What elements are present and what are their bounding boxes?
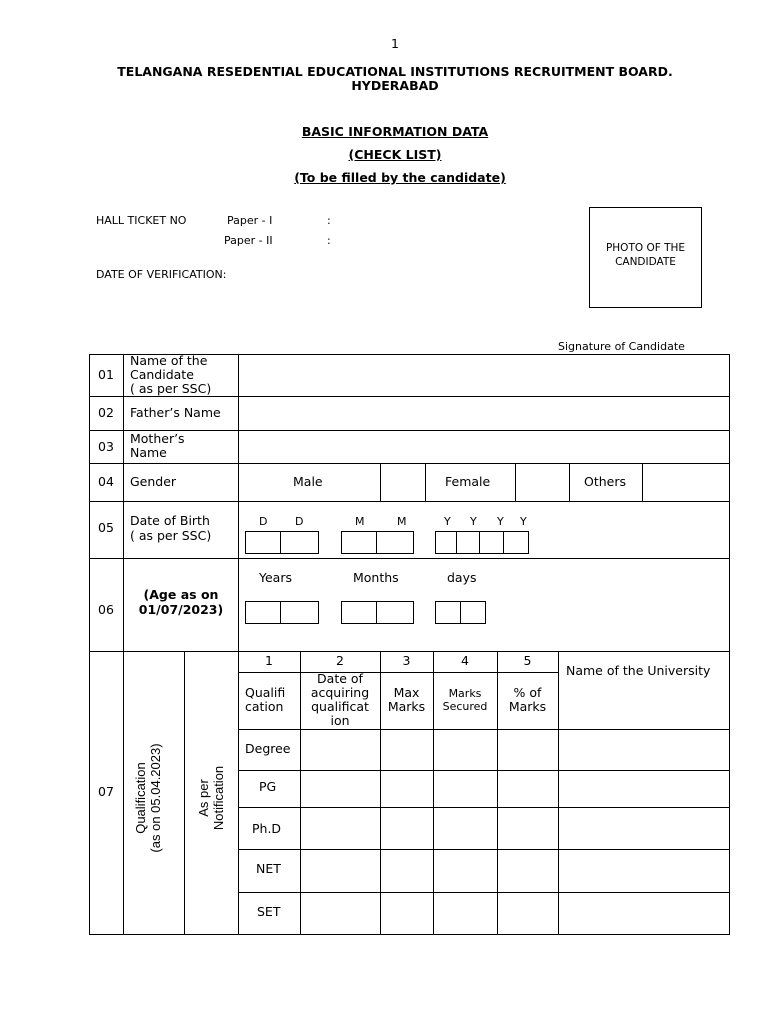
gender-female-box[interactable]	[517, 465, 568, 500]
row-06-label-1: (Age as on	[143, 587, 219, 602]
header-date-1: Date of	[317, 671, 363, 686]
header-secured-1: Marks	[448, 687, 482, 700]
row-03-num: 03	[98, 439, 114, 454]
age-years-box-2[interactable]	[280, 601, 319, 624]
dob-d2: D	[295, 515, 304, 528]
row-03-label-2: Name	[130, 445, 167, 460]
dob-year-box-3[interactable]	[479, 531, 504, 554]
age-months-box-1[interactable]	[341, 601, 377, 624]
dob-year-box-4[interactable]	[503, 531, 529, 554]
col-num-2: 2	[336, 653, 344, 668]
qual-set: SET	[257, 904, 281, 919]
col-num-4: 4	[461, 653, 469, 668]
qual-pg: PG	[259, 779, 277, 794]
net-row-fields[interactable]	[301, 850, 728, 891]
qualification-vertical-line-1: Qualification	[133, 762, 148, 834]
photo-label-1: PHOTO OF THE	[605, 242, 686, 254]
qual-phd: Ph.D	[252, 821, 282, 836]
dob-d1: D	[259, 515, 268, 528]
qualification-vertical-label	[133, 708, 165, 888]
row-06-label-2: 01/07/2023)	[138, 602, 224, 617]
doc-subtitle: (CHECK LIST)	[348, 147, 442, 162]
dob-day-box-2[interactable]	[280, 531, 319, 554]
row-05-num: 05	[98, 520, 114, 535]
row-02-label: Father’s Name	[130, 405, 221, 420]
row-05-label-1: Date of Birth	[130, 513, 210, 528]
row-04-num: 04	[98, 474, 114, 489]
header-date-4: ion	[330, 713, 350, 728]
header-secured-2: Secured	[442, 700, 488, 713]
board-city: HYDERABAD	[351, 78, 439, 93]
gender-others-box[interactable]	[644, 465, 729, 500]
row-07-num: 07	[98, 784, 114, 799]
header-qualification-1: Qualifi	[245, 685, 286, 700]
date-verification-label: DATE OF VERIFICATION:	[96, 268, 227, 281]
header-date-2: acquiring	[310, 685, 370, 700]
row-03-label-1: Mother’s	[130, 431, 185, 446]
paper1-label: Paper - I	[227, 214, 273, 227]
notification-vertical-label	[196, 738, 228, 858]
row-06-num: 06	[98, 602, 114, 617]
dob-month-box-1[interactable]	[341, 531, 377, 554]
qual-net: NET	[256, 861, 281, 876]
board-title: TELANGANA RESEDENTIAL EDUCATIONAL INSTITUTIONS RECRUITMENT BOARD.	[117, 64, 673, 79]
dob-m2: M	[397, 515, 407, 528]
row-04-label: Gender	[130, 474, 177, 489]
candidate-name-field[interactable]	[240, 356, 728, 395]
row-01-label-3: ( as per SSC)	[130, 381, 212, 396]
pg-row-fields[interactable]	[301, 771, 728, 806]
qualification-vertical-line-2: (as on 05.04.2023)	[148, 743, 163, 853]
dob-y2: Y	[470, 515, 477, 528]
doc-instruction: (To be filled by the candidate)	[294, 170, 506, 185]
col-num-5: 5	[523, 653, 532, 668]
doc-title: BASIC INFORMATION DATA	[301, 124, 489, 139]
header-date-3: qualificat	[311, 699, 369, 714]
row-05-label-2: ( as per SSC)	[130, 528, 212, 543]
photo-label-2: CANDIDATE	[615, 256, 676, 268]
dob-day-box-1[interactable]	[245, 531, 281, 554]
hall-ticket-label: HALL TICKET NO	[96, 214, 187, 227]
age-years-label: Years	[259, 570, 292, 585]
age-days-label: days	[447, 570, 477, 585]
gender-others-label: Others	[584, 474, 627, 489]
row-01-label-1: Name of the	[130, 353, 208, 368]
paper2-label: Paper - II	[224, 234, 273, 247]
dob-m1: M	[355, 515, 365, 528]
dob-month-box-2[interactable]	[376, 531, 414, 554]
paper1-colon: :	[327, 214, 331, 227]
phd-row-fields[interactable]	[301, 808, 728, 848]
col-num-3: 3	[402, 653, 411, 668]
qual-degree: Degree	[245, 741, 291, 756]
notification-vertical-line-2: Notification	[211, 765, 226, 831]
age-months-label: Months	[353, 570, 399, 585]
row-01-num: 01	[98, 367, 114, 382]
dob-year-box-2[interactable]	[456, 531, 480, 554]
page-number: 1	[391, 36, 399, 51]
signature-label: Signature of Candidate	[558, 340, 685, 353]
dob-y3: Y	[497, 515, 504, 528]
header-percent-1: % of	[513, 685, 542, 700]
header-percent-2: Marks	[508, 699, 547, 714]
dob-y1: Y	[444, 515, 451, 528]
father-name-field[interactable]	[240, 398, 728, 429]
dob-y4: Y	[520, 515, 527, 528]
row-01-label-2: Candidate	[130, 367, 194, 382]
degree-row-fields[interactable]	[301, 730, 728, 769]
age-days-box-1[interactable]	[435, 601, 461, 624]
header-university: Name of the University	[566, 663, 711, 678]
header-max-1: Max	[393, 685, 420, 700]
paper2-colon: :	[327, 234, 331, 247]
gender-male-box[interactable]	[382, 465, 424, 500]
gender-male-label: Male	[293, 474, 323, 489]
photo-box	[589, 207, 702, 308]
col-num-1: 1	[265, 653, 273, 668]
notification-vertical-line-1: As per	[196, 779, 211, 817]
age-days-box-2[interactable]	[460, 601, 486, 624]
dob-year-box-1[interactable]	[435, 531, 457, 554]
set-row-fields[interactable]	[301, 893, 728, 934]
age-years-box-1[interactable]	[245, 601, 281, 624]
header-qualification-2: cation	[245, 699, 284, 714]
mother-name-field[interactable]	[240, 432, 728, 462]
row-02-num: 02	[98, 405, 114, 420]
header-max-2: Marks	[387, 699, 426, 714]
age-months-box-2[interactable]	[376, 601, 414, 624]
gender-female-label: Female	[445, 474, 491, 489]
